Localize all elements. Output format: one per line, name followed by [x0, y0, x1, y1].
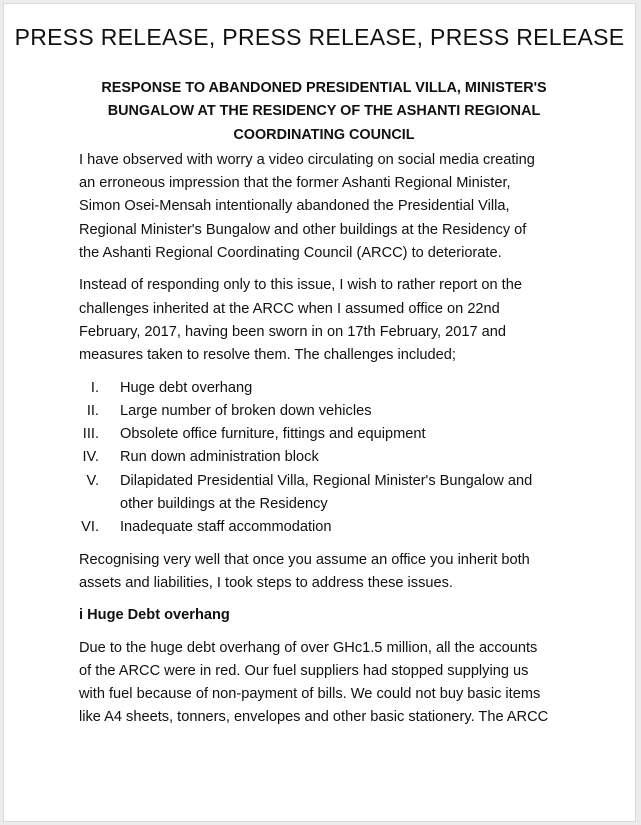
list-item-text	[120, 423, 569, 446]
paragraph-debt-overhang	[79, 637, 569, 730]
press-release-header: PRESS RELEASE, PRESS RELEASE, PRESS RELEASE	[14, 24, 625, 50]
paragraph-line: like A4 sheets, tonners, envelopes and other basic stationery. The ARCC	[79, 709, 549, 726]
document-page	[3, 3, 636, 822]
list-item-text	[120, 400, 569, 423]
list-item	[79, 423, 569, 446]
list-item	[79, 400, 569, 423]
list-item-number: II.	[86, 402, 99, 419]
list-item-line: Inadequate staff accommodation	[120, 519, 332, 536]
document-title	[79, 77, 569, 147]
paragraph-line: Due to the huge debt overhang of over GHc1.5 million, all the accounts	[79, 639, 538, 656]
paragraph-line: I have observed with worry a video circulating on social media creating	[79, 151, 535, 168]
paragraph-line: February, 2017, having been sworn in on 17th February, 2017 and	[79, 323, 507, 340]
list-item	[79, 470, 569, 517]
list-item-number: I.	[90, 379, 99, 396]
paragraph-recognising	[79, 549, 569, 596]
paragraph-line: Regional Minister's Bungalow and other buildings at the Residency of	[79, 221, 527, 238]
document-body	[79, 77, 569, 739]
paragraph-line: Instead of responding only to this issue, I wish to rather report on the	[79, 277, 522, 294]
list-item-text	[120, 446, 569, 469]
list-item	[79, 446, 569, 469]
paragraph-line: Simon Osei-Mensah intentionally abandoned the Presidential Villa,	[79, 198, 510, 215]
paragraph-line: measures taken to resolve them. The challenges included;	[79, 347, 456, 364]
list-item-line: Large number of broken down vehicles	[120, 402, 372, 419]
list-item-line: Run down administration block	[120, 449, 319, 466]
paragraph-line: of the ARCC were in red. Our fuel suppliers had stopped supplying us	[79, 662, 529, 679]
list-item	[79, 377, 569, 400]
title-line: RESPONSE TO ABANDONED PRESIDENTIAL VILLA, MINISTER'S	[101, 80, 547, 96]
paragraph-observation	[79, 149, 569, 265]
paragraph-challenges-intro	[79, 274, 569, 367]
paragraph-line: with fuel because of non-payment of bills. We could not buy basic items	[79, 686, 541, 703]
title-line: COORDINATING COUNCIL	[233, 126, 415, 143]
section-heading: i Huge Debt overhang	[79, 607, 230, 624]
paragraph-line: the Ashanti Regional Coordinating Council (ARCC) to deteriorate.	[79, 245, 502, 262]
paragraph-line: Recognising very well that once you assume an office you inherit both	[79, 551, 530, 568]
list-item-line: Dilapidated Presidential Villa, Regional Minister's Bungalow and	[120, 472, 533, 489]
list-item-line: Obsolete office furniture, fittings and equipment	[120, 426, 426, 443]
list-item-number: III.	[82, 426, 99, 443]
list-item-line: other buildings at the Residency	[120, 496, 328, 513]
list-item-number: V.	[86, 472, 99, 489]
list-item-text	[120, 516, 569, 539]
paragraph-line: assets and liabilities, I took steps to address these issues.	[79, 574, 453, 591]
list-item-number: IV.	[82, 449, 99, 466]
paragraph-line: an erroneous impression that the former Ashanti Regional Minister,	[79, 175, 511, 192]
list-item-text	[120, 470, 569, 517]
list-item	[79, 516, 569, 539]
list-item-line: Huge debt overhang	[120, 379, 253, 396]
list-item-text	[120, 377, 569, 400]
paragraph-line: challenges inherited at the ARCC when I assumed office on 22nd	[79, 300, 500, 317]
list-item-number: VI.	[81, 519, 99, 536]
title-line: BUNGALOW AT THE RESIDENCY OF THE ASHANTI REGIONAL	[107, 103, 541, 120]
challenges-list	[79, 377, 569, 540]
